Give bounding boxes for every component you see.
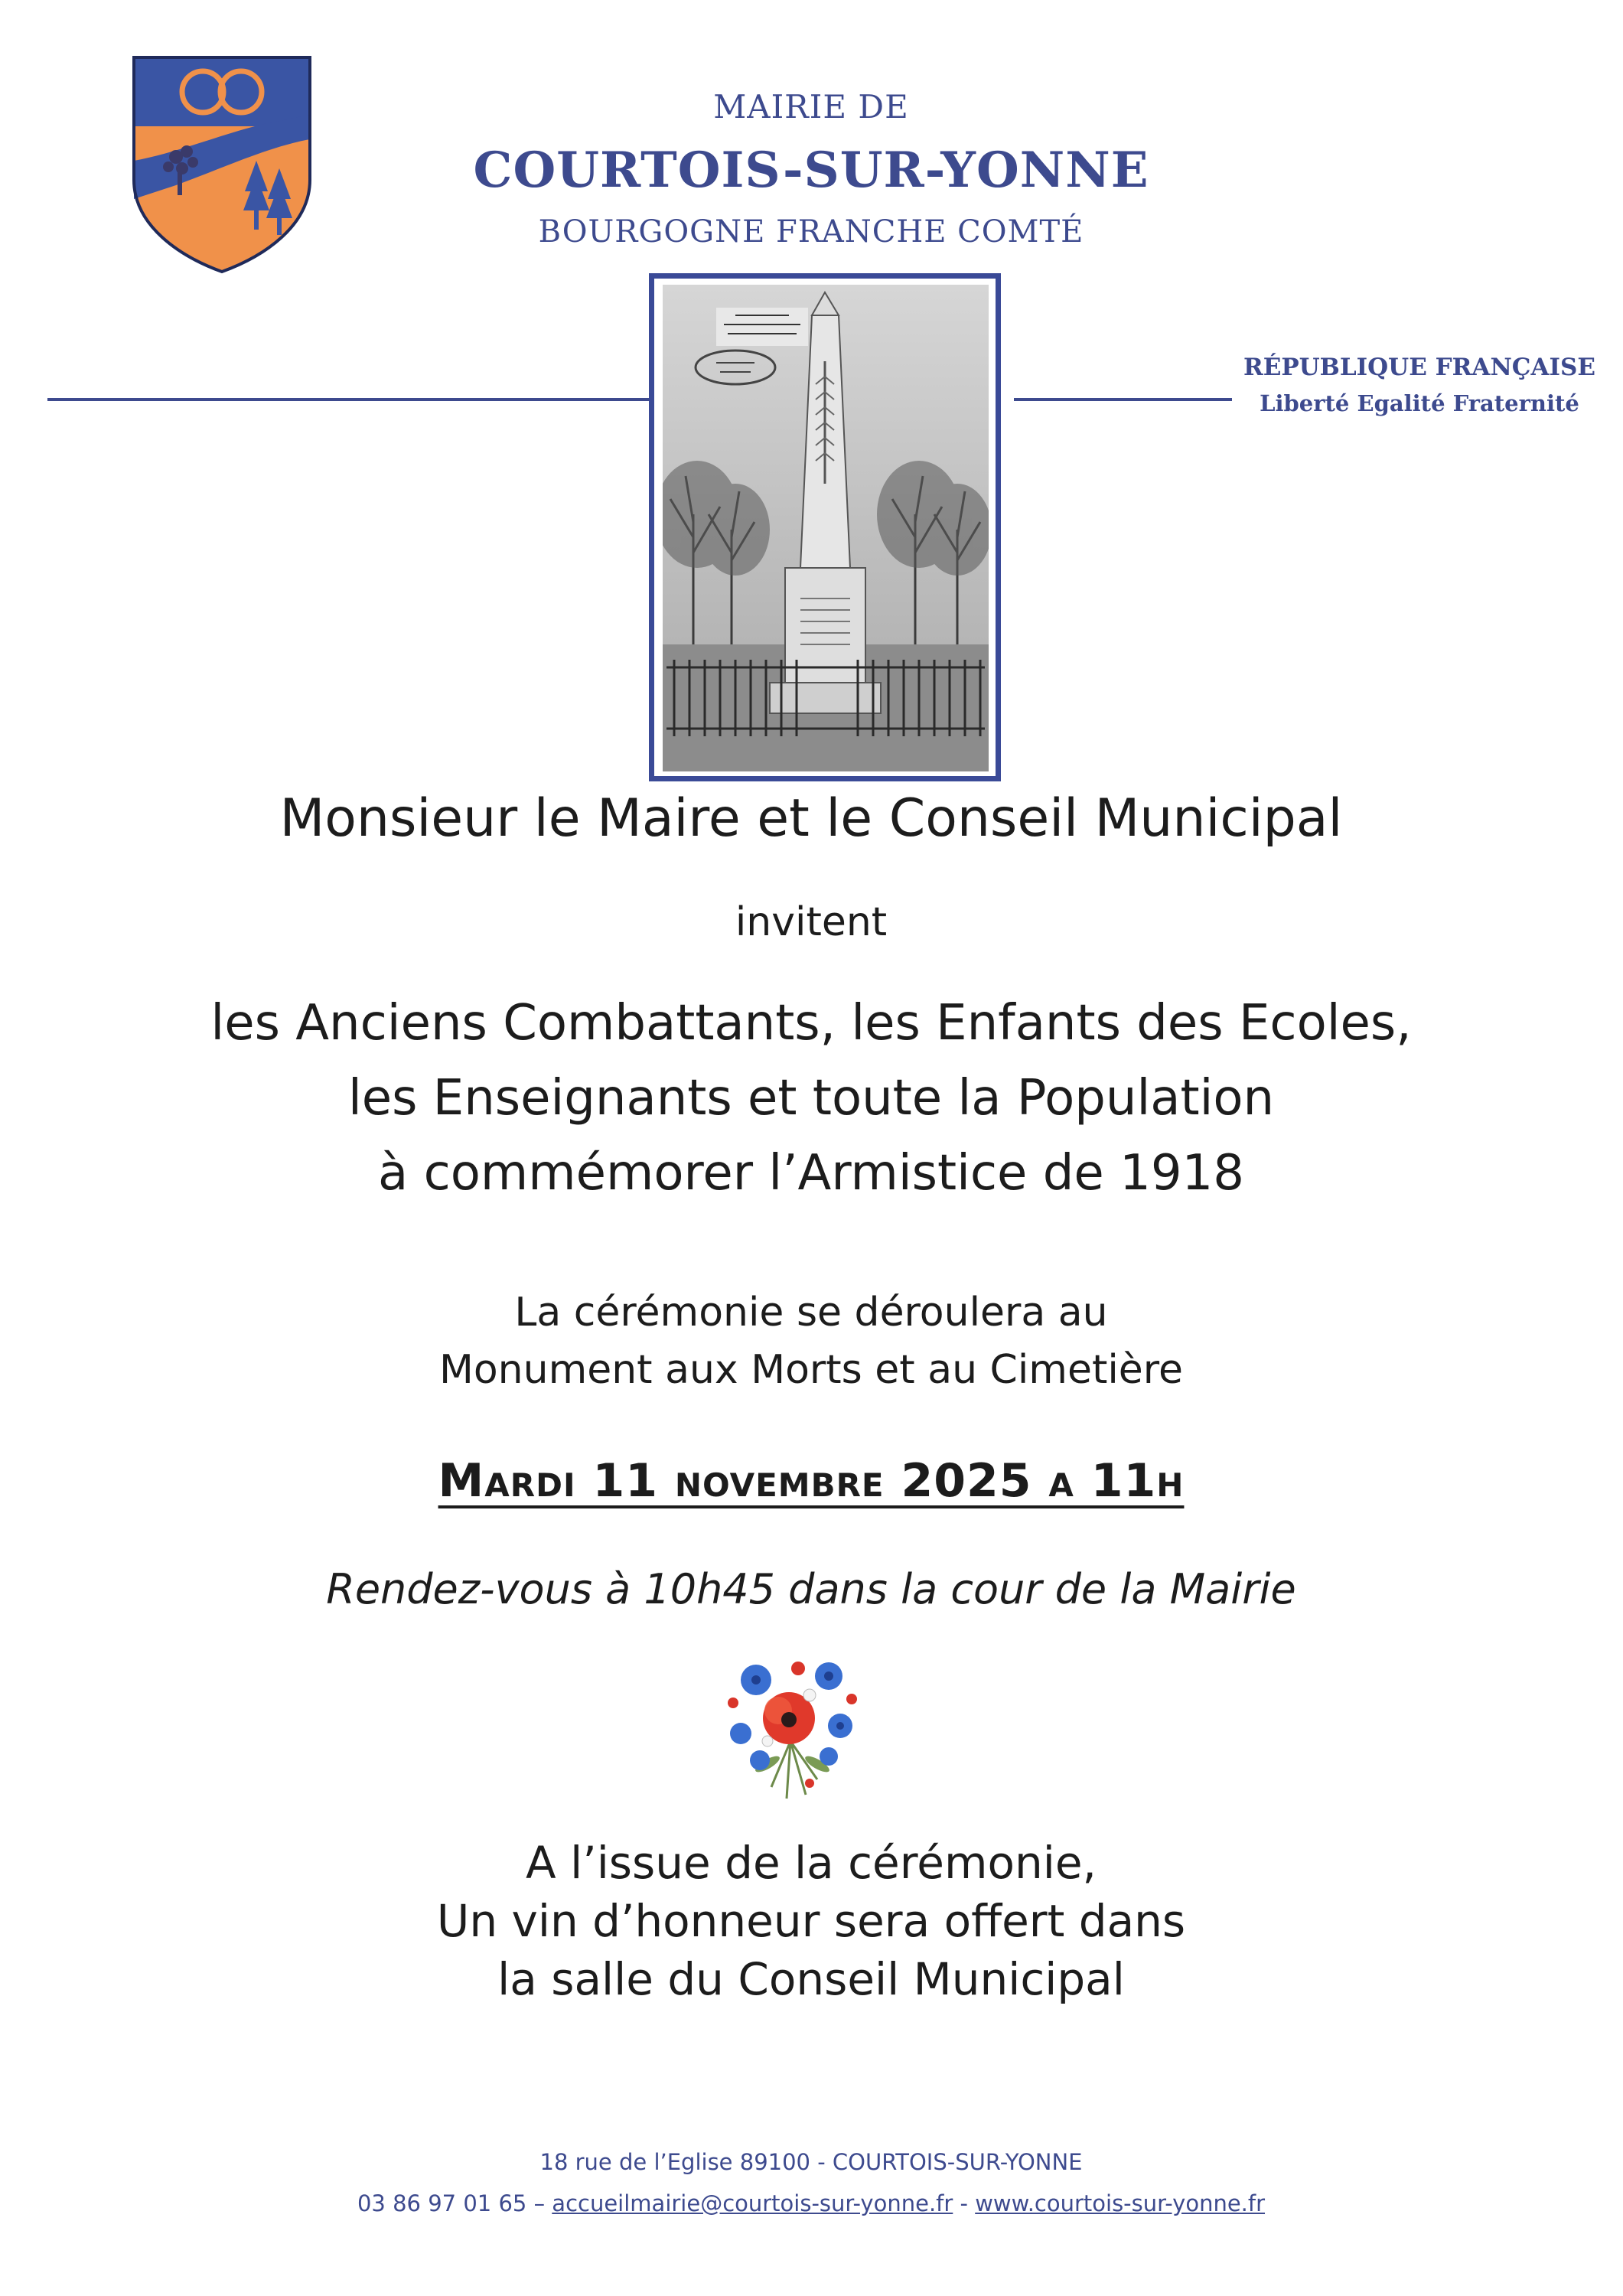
footer-contact [46, 2190, 1576, 2216]
after-ceremony-line: la salle du Conseil Municipal [497, 1953, 1125, 2005]
guests-line: les Enseignants et toute la Population [347, 1070, 1275, 1127]
invite-verb: invitent [735, 899, 888, 945]
footer-separator: - [953, 2190, 976, 2216]
national-motto: Liberté Egalité Fraternité [1260, 390, 1579, 416]
coat-of-arms-icon [130, 54, 314, 276]
footer-separator: – [526, 2190, 552, 2216]
footer-email-link[interactable]: accueilmairie@courtois-sur-yonne.fr [552, 2190, 953, 2216]
region-label: BOURGOGNE FRANCHE COMTÉ [538, 214, 1084, 249]
footer-website-link[interactable]: www.courtois-sur-yonne.fr [975, 2190, 1266, 2216]
after-ceremony-line: Un vin d’honneur sera offert dans [436, 1895, 1186, 1947]
town-name: COURTOIS-SUR-YONNE [473, 142, 1149, 199]
header-divider-left [47, 398, 649, 401]
venue-line: La cérémonie se déroulera au [514, 1290, 1108, 1336]
poppy-bouquet-icon [714, 1649, 867, 1802]
footer-address: 18 rue de l’Eglise 89100 - COURTOIS-SUR-YONNE [539, 2149, 1083, 2175]
footer-phone: 03 86 97 01 65 [357, 2190, 527, 2216]
republique-francaise-label: RÉPUBLIQUE FRANÇAISE [1243, 354, 1596, 381]
mairie-label: MAIRIE DE [713, 88, 909, 126]
venue-line: Monument aux Morts et au Cimetière [438, 1347, 1184, 1393]
war-memorial-photo [663, 285, 989, 771]
after-ceremony-line: A l’issue de la cérémonie, [526, 1837, 1097, 1889]
ceremony-date [46, 1454, 1576, 1508]
guests-line: à commémorer l’Armistice de 1918 [378, 1145, 1244, 1202]
header-divider-right [1014, 398, 1232, 401]
rendezvous-line: Rendez-vous à 10h45 dans la cour de la Mairie [326, 1565, 1296, 1613]
ceremony-date-text: Mardi 11 novembre 2025 a 11h [438, 1454, 1185, 1508]
invitation-heading: Monsieur le Maire et le Conseil Municipal [279, 788, 1343, 849]
guests-line: les Anciens Combattants, les Enfants des Ecoles, [210, 995, 1412, 1052]
